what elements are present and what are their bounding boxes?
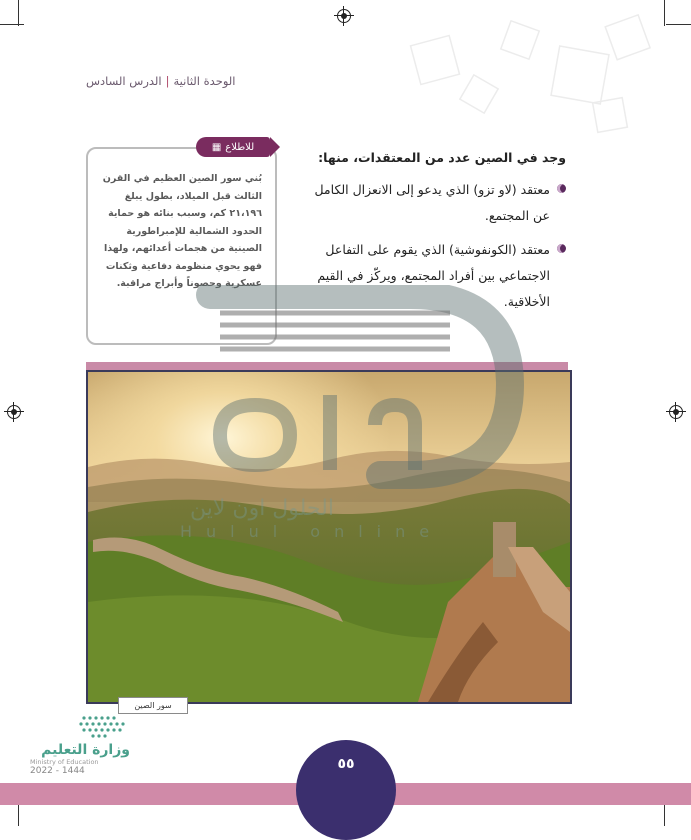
breadcrumb bbox=[86, 74, 235, 88]
ministry-name-en: Ministry of Education bbox=[30, 758, 99, 766]
crop-mark bbox=[664, 804, 665, 826]
bullet-text: معتقد (لاو تزو) الذي يدعو إلى الانعزال الكامل عن المجتمع. bbox=[314, 182, 550, 223]
page-number: ٥٥ bbox=[296, 740, 396, 840]
info-box-text: بُني سور الصين العظيم في القرن الثالث قبل الميلاد، بطول يبلغ ٢١،١٩٦ كم، وسبب بنائه هو حماية الحدود الشمالية للإمبراطورية الصينية من هجمات أعدائهم، ولهذا فهو يحوي منظومة دفاعية وثكنات عسكرية وحصوناً وأبراج مراقبة. bbox=[102, 173, 262, 289]
bullet-text: معتقد (الكونفوشية) الذي يقوم على التفاعل الاجتماعي بين أفراد المجتمع، ويركّز في القيم الأخلاقية. bbox=[317, 242, 550, 309]
crop-mark bbox=[18, 804, 19, 826]
bullet-item bbox=[298, 177, 566, 229]
intro-text: وجد في الصين عدد من المعتقدات، منها: bbox=[318, 150, 566, 165]
ministry-branding bbox=[30, 742, 130, 776]
crop-mark bbox=[18, 0, 19, 26]
bullet-icon bbox=[557, 184, 566, 193]
watermark-arabic: الحلول اون لاين bbox=[190, 496, 334, 521]
crop-mark bbox=[0, 24, 24, 25]
lesson-label: الدرس السادس bbox=[86, 74, 162, 88]
ministry-logo-icon bbox=[78, 714, 130, 738]
bullet-icon bbox=[557, 244, 566, 253]
watermark-english: Hulul online bbox=[180, 522, 444, 541]
info-box-tag bbox=[196, 137, 270, 157]
info-tag-label: للاطلاع bbox=[225, 141, 255, 153]
edition-year: 2022 - 1444 bbox=[30, 766, 85, 776]
photo-caption: سور الصين bbox=[118, 697, 188, 714]
unit-label: الوحدة الثانية bbox=[173, 74, 236, 88]
registration-mark-icon bbox=[337, 9, 351, 23]
decorative-pattern bbox=[395, 10, 675, 140]
book-icon: ▦ bbox=[211, 141, 222, 153]
ministry-name-ar: وزارة التعليم bbox=[41, 742, 130, 758]
registration-mark-icon bbox=[7, 405, 21, 419]
breadcrumb-separator: | bbox=[165, 74, 170, 88]
registration-mark-icon bbox=[669, 405, 683, 419]
